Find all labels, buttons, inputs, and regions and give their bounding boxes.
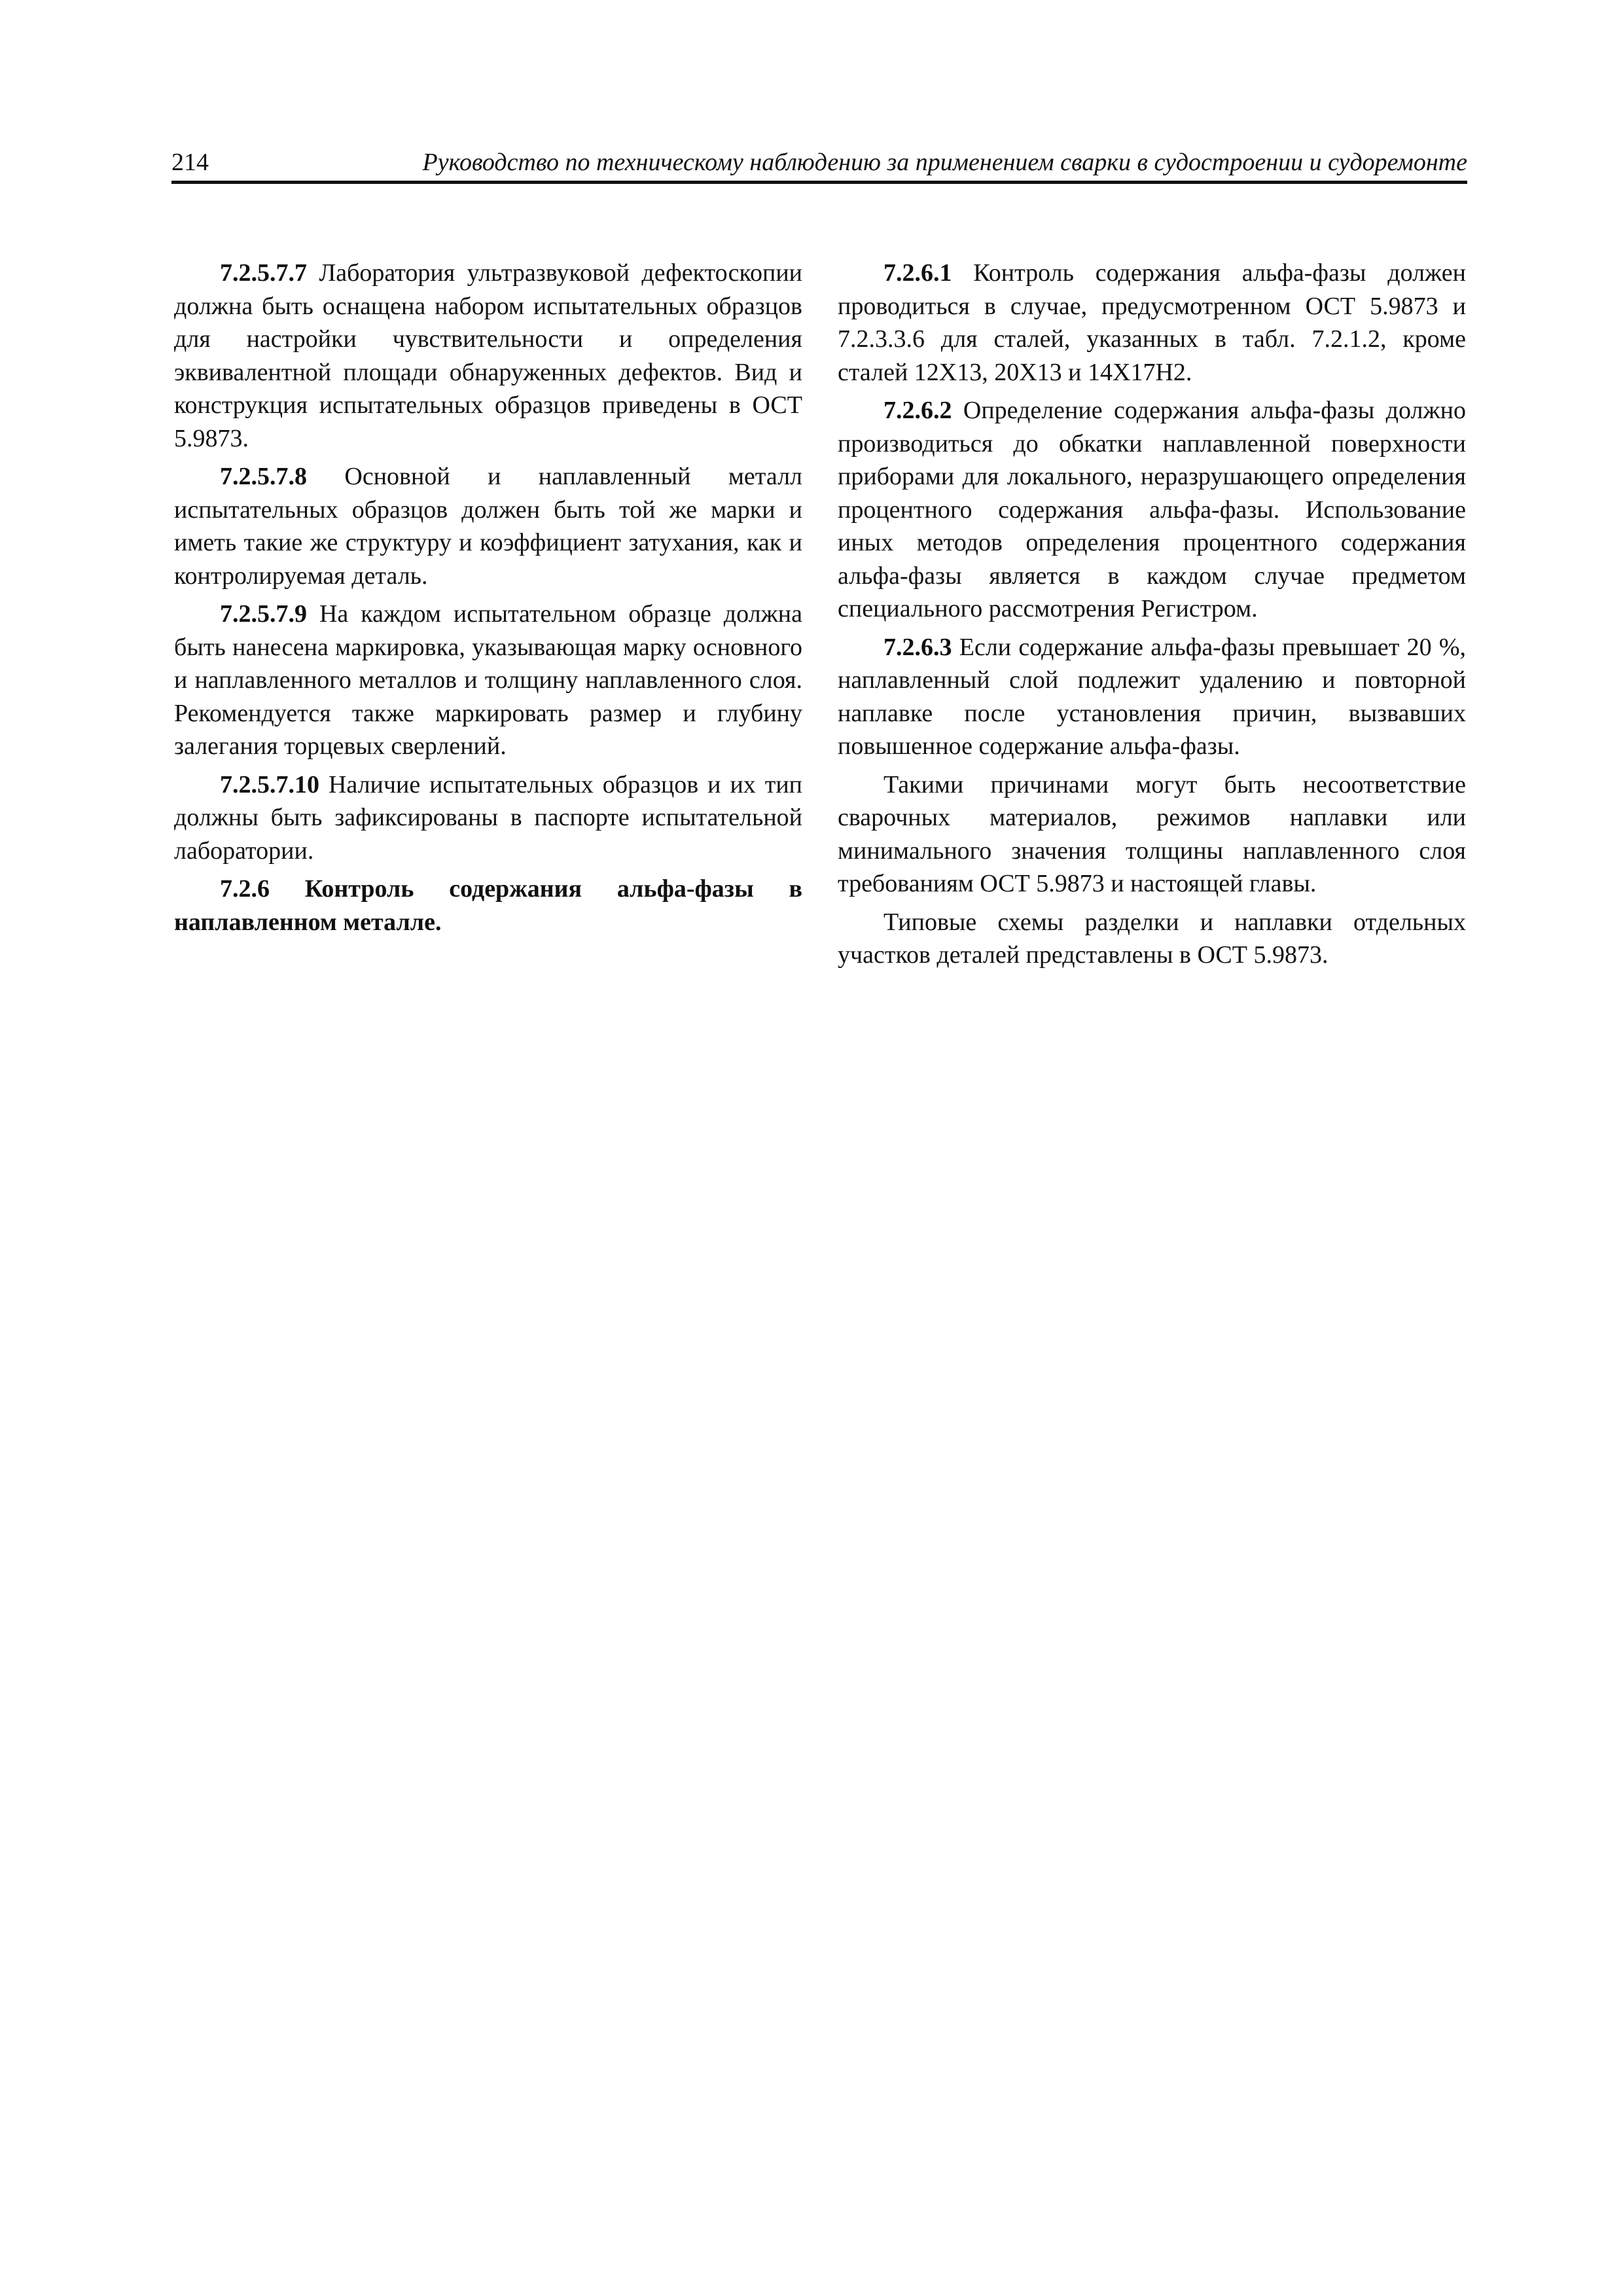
page-number: 214 bbox=[171, 149, 209, 176]
section-heading-7-2-6 bbox=[174, 872, 802, 939]
section-number: 7.2.5.7.8 bbox=[220, 463, 307, 490]
paragraph-7-2-5-7-9 bbox=[174, 598, 802, 763]
paragraph-7-2-6-1 bbox=[838, 257, 1466, 389]
paragraph-7-2-5-7-10 bbox=[174, 768, 802, 868]
section-heading-text: Контроль содержания альфа-фазы в наплавленном металле. bbox=[174, 875, 803, 936]
running-title: Руководство по техническому наблюдению за применением сварки в судостроении и судоремонте bbox=[422, 149, 1467, 176]
paragraph-typical-schemes bbox=[838, 906, 1466, 972]
paragraph-text: Такими причинами могут быть несоответствие сварочных материалов, режимов наплавки или минимального значения толщины наплавленного слоя требованиям ОСТ 5.9873 и настоящей главы. bbox=[838, 770, 1466, 897]
paragraph-text: Определение содержания альфа-фазы должно производиться до обкатки наплавленной поверхности приборами для локального, неразрушающего определения процентного содержания альфа-фазы. Использование иных методов определения процентного содержания альфа-фазы является в каждом случае предметом специального рассмотрения Регистром. bbox=[838, 397, 1466, 622]
paragraph-text: Лаборатория ультразвуковой дефектоскопии должна быть оснащена набором испытательных образцов для настройки чувствительности и определения эквивалентной площади обнаруженных дефектов. Вид и конструкция испытательных образцов приведены в ОСТ 5.9873. bbox=[174, 259, 803, 452]
page-header bbox=[171, 148, 1467, 184]
section-number: 7.2.5.7.9 bbox=[220, 600, 307, 628]
paragraph-text: На каждом испытательном образце должна быть нанесена маркировка, указывающая марку основного и наплавленного металлов и толщину наплавленного слоя. Рекомендуется также маркировать размер и глубину залегания торцевых сверлений. bbox=[174, 600, 802, 760]
paragraph-text: Основной и наплавленный металл испытательных образцов должен быть той же марки и иметь такие же структуру и коэффициент затухания, как и контролируемая деталь. bbox=[174, 463, 802, 590]
paragraph-causes bbox=[838, 768, 1466, 901]
paragraph-7-2-6-3 bbox=[838, 631, 1466, 763]
left-column bbox=[174, 257, 802, 944]
section-number: 7.2.6 bbox=[220, 875, 270, 903]
section-number: 7.2.5.7.7 bbox=[220, 259, 307, 287]
section-number: 7.2.6.3 bbox=[883, 633, 952, 661]
section-number: 7.2.5.7.10 bbox=[220, 770, 319, 798]
paragraph-text: Если содержание альфа-фазы превышает 20 %, наплавленный слой подлежит удалению и повторной наплавке после установления причин, вызвавших повышенное содержание альфа-фазы. bbox=[838, 633, 1466, 760]
paragraph-text: Наличие испытательных образцов и их тип должны быть зафиксированы в паспорте испытательной лаборатории. bbox=[174, 770, 803, 865]
paragraph-7-2-5-7-7 bbox=[174, 257, 802, 455]
paragraph-7-2-6-2 bbox=[838, 394, 1466, 626]
section-number: 7.2.6.2 bbox=[883, 397, 952, 424]
paragraph-text: Контроль содержания альфа-фазы должен проводиться в случае, предусмотренном ОСТ 5.9873 и 7.2.3.3.6 для сталей, указанных в табл. 7.2.1.2, кроме сталей 12Х13, 20Х13 и 14Х17Н2. bbox=[838, 259, 1466, 386]
section-number: 7.2.6.1 bbox=[883, 259, 952, 287]
right-column bbox=[838, 257, 1466, 977]
paragraph-text: Типовые схемы разделки и наплавки отдельных участков деталей представлены в ОСТ 5.9873. bbox=[838, 908, 1466, 969]
paragraph-7-2-5-7-8 bbox=[174, 460, 802, 592]
